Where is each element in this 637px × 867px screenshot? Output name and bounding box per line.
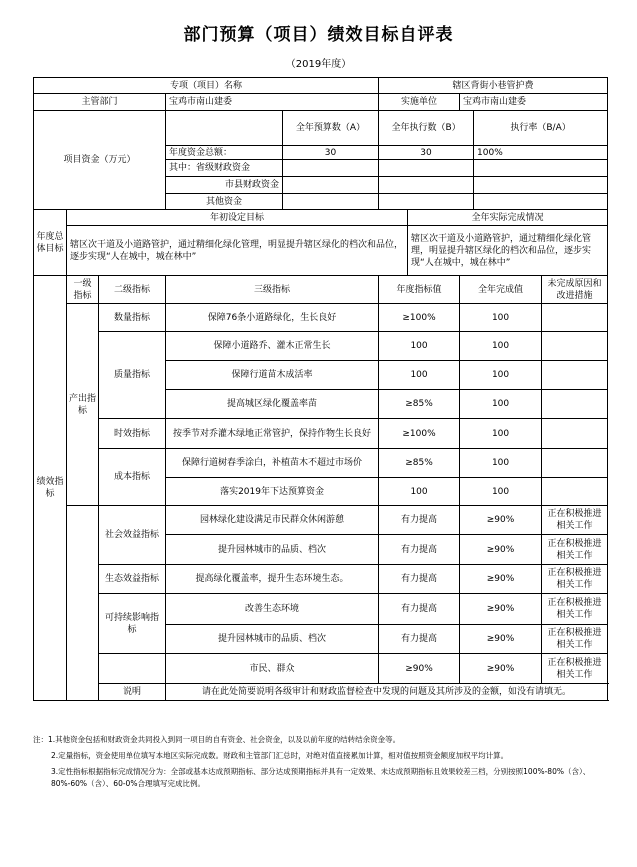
indicator-reason: 正在积极推进相关工作 [542,565,608,594]
indicator-name: 提高城区绿化覆盖率苗 [166,390,379,419]
indicator-actual: 100 [460,332,542,361]
header-level3: 三级指标 [166,276,379,304]
row-goals-header [34,210,608,226]
group-cost: 成本指标 [99,449,166,506]
indicator-actual: 100 [460,419,542,449]
row-dept [34,94,608,111]
indicator-reason: 正在积极推进相关工作 [542,535,608,565]
indicator-target: ≥85% [379,449,460,478]
indicator-name: 提升园林城市的品质、档次 [166,625,379,654]
indicator-reason: 正在积极推进相关工作 [542,506,608,535]
other-label: 其他资金 [166,194,283,210]
group-quality: 质量指标 [99,332,166,419]
indicator-actual: 100 [460,390,542,419]
header-level1: 一级指标 [67,276,99,304]
indicator-target: 100 [379,361,460,390]
indicator-actual: 100 [460,449,542,478]
row-indicator-headers [34,276,608,304]
header-target: 年度指标值 [379,276,460,304]
indicator-reason [542,361,608,390]
row-goals-text [34,226,608,276]
col-budget: 全年预算数（A） [283,111,379,146]
row-benefit-4 [34,594,608,625]
indicator-name: 改善生态环境 [166,594,379,625]
indicator-reason [542,449,608,478]
project-label: 专项（项目）名称 [34,78,379,94]
group-social: 社会效益指标 [99,506,166,565]
indicator-name: 保障小道路乔、灌木正常生长 [166,332,379,361]
header-level2: 二级指标 [99,276,166,304]
other-exec [379,194,474,210]
row-output-2 [34,332,608,361]
indicator-reason: 正在积极推进相关工作 [542,625,608,654]
dept-label: 主管部门 [34,94,166,111]
header-reason: 未完成原因和改进措施 [542,276,608,304]
indicator-reason: 正在积极推进相关工作 [542,594,608,625]
indicators-label: 绩效指标 [34,276,67,701]
indicator-target: ≥100% [379,419,460,449]
explain-label: 说明 [99,684,166,701]
indicator-reason [542,304,608,332]
row-funds-header [34,111,608,146]
indicator-reason [542,390,608,419]
benefit-level1-blank [67,506,99,701]
indicator-target: 有力提高 [379,594,460,625]
row-project [34,78,608,94]
row-output-6 [34,449,608,478]
city-rate [474,177,608,194]
explain-text: 请在此处简要说明各级审计和财政监督检查中发现的问题及其所涉及的金额，如没有请填无。 [166,684,608,701]
indicator-name: 提高绿化覆盖率，提升生态环境生态。 [166,565,379,594]
note-1: 注：1.其他资金包括和财政资金共同投入到同一项目的自有资金、社会资金，以及以前年度的结转结余资金等。 [33,735,401,744]
indicator-actual: 100 [460,361,542,390]
note-2: 2.定量指标，资金使用单位填写本地区实际完成数。财政和主管部门汇总时，对绝对值直接累加计算，相对值按照资金额度加权平均计算。 [51,751,509,760]
indicator-actual: ≥90% [460,535,542,565]
indicator-reason [542,332,608,361]
indicator-target: 有力提高 [379,535,460,565]
city-exec [379,177,474,194]
indicator-name: 保障76条小道路绿化，生长良好 [166,304,379,332]
unit-label: 实施单位 [379,94,460,111]
funds-header-blank [166,111,283,146]
indicator-reason: 正在积极推进相关工作 [542,654,608,684]
project-value: 辖区背街小巷管护费 [379,78,608,94]
total-label: 年度资金总额： [166,146,283,160]
col-exec: 全年执行数（B） [379,111,474,146]
form-title: 部门预算（项目）绩效目标自评表 [183,25,454,45]
indicator-target: ≥100% [379,304,460,332]
total-exec: 30 [379,146,474,160]
row-output-1 [34,304,608,332]
indicator-actual: ≥90% [460,654,542,684]
indicator-target: 100 [379,332,460,361]
indicator-name: 按季节对乔灌木绿地正常管护，保持作物生长良好 [166,419,379,449]
city-label: 市县财政资金 [166,177,283,194]
total-rate: 100% [474,146,608,160]
unit-value: 宝鸡市南山建委 [460,94,608,111]
indicator-target: ≥90% [379,654,460,684]
indicator-reason [542,419,608,449]
row-benefit-6 [34,654,608,684]
indicator-name: 保障行道苗木成活率 [166,361,379,390]
provincial-rate [474,160,608,177]
indicator-target: 有力提高 [379,625,460,654]
group-blank [99,654,166,684]
indicator-actual: ≥90% [460,594,542,625]
indicator-name: 园林绿化建设满足市民群众休闲游憩 [166,506,379,535]
goals-label: 年度总体目标 [34,210,67,276]
provincial-exec [379,160,474,177]
indicator-name: 提升园林城市的品质、档次 [166,535,379,565]
row-benefit-3 [34,565,608,594]
header-actual: 全年完成值 [460,276,542,304]
output-label: 产出指标 [67,304,99,506]
indicator-actual: 100 [460,304,542,332]
indicator-actual: 100 [460,478,542,506]
notes [33,734,607,794]
group-timeliness: 时效指标 [99,419,166,449]
funds-label: 项目资金（万元） [34,111,166,210]
row-output-5 [34,419,608,449]
row-benefit-1 [34,506,608,535]
city-budget [283,177,379,194]
indicator-target: 有力提高 [379,565,460,594]
goals-set-header: 年初设定目标 [67,210,408,226]
indicator-reason [542,478,608,506]
goals-set-text: 辖区次干道及小道路管护，通过精细化绿化管理，明显提升辖区绿化的档次和品位，逐步实现“人在城中，城在林中” [67,226,408,276]
indicator-target: 100 [379,478,460,506]
provincial-label: 其中：省级财政资金 [166,160,283,177]
group-quantity: 数量指标 [99,304,166,332]
indicator-actual: ≥90% [460,506,542,535]
indicator-actual: ≥90% [460,625,542,654]
form-year: （2019年度） [285,59,352,70]
group-ecology: 生态效益指标 [99,565,166,594]
indicator-name: 市民、群众 [166,654,379,684]
note-3: 3.定性指标根据指标完成情况分为：全部或基本达成预期指标、部分达成预期指标并具有一定效果、未达成预期指标且效果较差三档，分别按照100%-80%（含）、80%-60%（含）、60-0%合理填写完成比例。 [51,767,591,788]
group-sustain: 可持续影响指标 [99,594,166,654]
indicator-name: 保障行道树春季涂白，补植苗木不超过市场价 [166,449,379,478]
col-rate: 执行率（B/A） [474,111,608,146]
indicator-actual: ≥90% [460,565,542,594]
other-budget [283,194,379,210]
indicator-target: ≥85% [379,390,460,419]
provincial-budget [283,160,379,177]
goals-done-text: 辖区次干道及小道路管护，通过精细化绿化管理，明显提升辖区绿化的档次和品位，逐步实现“人在城中，城在林中” [408,226,608,276]
total-budget: 30 [283,146,379,160]
self-evaluation-table [33,77,608,701]
row-explain [34,684,608,701]
indicator-target: 有力提高 [379,506,460,535]
dept-value: 宝鸡市南山建委 [166,94,379,111]
other-rate [474,194,608,210]
goals-done-header: 全年实际完成情况 [408,210,608,226]
indicator-name: 落实2019年下达预算资金 [166,478,379,506]
